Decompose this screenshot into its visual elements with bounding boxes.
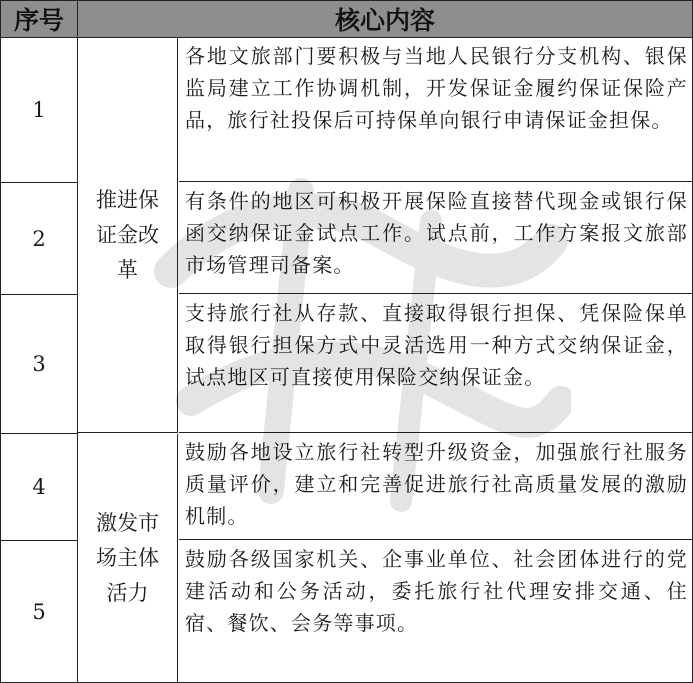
content-cell: 鼓励各级国家机关、企事业单位、社会团体进行的党建活动和公务活动，委托旅行社代理安排交通、住宿、餐饮、会务等事项。 [185,547,688,635]
category-line: 激发市 [96,510,159,535]
content-cell: 支持旅行社从存款、直接取得银行担保、凭保险保单取得银行担保方式中灵活选用一种方式交纳保证金，试点地区可直接使用保险交纳保证金。 [179,295,692,433]
category-line: 活力 [106,580,149,605]
content-cell: 各地文旅部门要积极与当地人民银行分支机构、银保监局建立工作协调机制，开发保证金履约保证保险产品，旅行社投保后可持保单向银行申请保证金担保。 [179,38,692,182]
header-no: 序号 [1,1,78,37]
category-line: 推进保 [96,187,159,212]
content-cell: 鼓励各地设立旅行社转型升级资金，加强旅行社服务质量评价，建立和完善促进旅行社高质量发展的激励机制。 [179,434,692,540]
row-number: 3 [1,295,78,434]
row-number: 4 [1,434,78,541]
row-number: 2 [1,183,78,295]
table-header [1,1,692,38]
row-number: 1 [1,38,78,183]
row-number: 5 [1,541,78,682]
content-cell: 有条件的地区可积极开展保险直接替代现金或银行保函交纳保证金试点工作。试点前，工作方案报文旅部市场管理司备案。 [179,183,692,294]
category-cell [78,38,178,433]
category-line: 场主体 [96,545,159,570]
header-core-content: 核心内容 [334,6,435,35]
category-line: 革 [117,257,138,282]
category-cell [78,434,178,682]
category-line: 证金改 [96,222,159,247]
